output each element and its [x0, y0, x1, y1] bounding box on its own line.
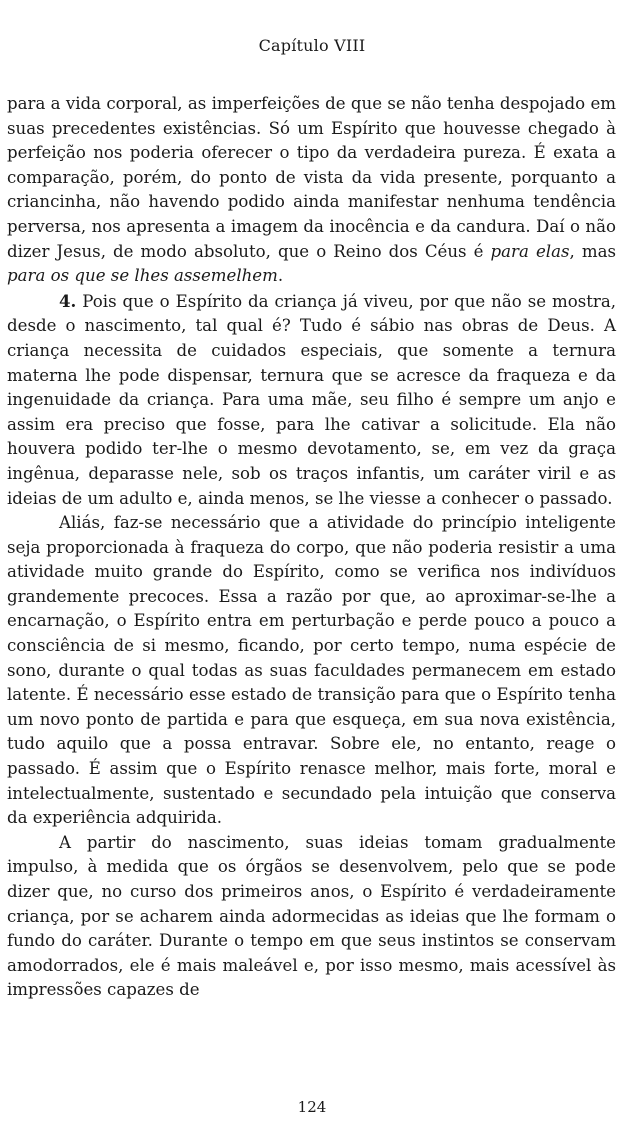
- page-number: 124: [297, 1098, 327, 1116]
- chapter-header: Capítulo VIII: [258, 36, 366, 55]
- paragraph: A partir do nascimento, suas ideias tomam gradualmente impulso, à medida que os órgãos se desenvolvem, pelo que se pode dizer que, no curso dos primeiros anos, o Espírito é verdadeiramente criança, por se acharem ainda adormecidas as ideias que lhe formam o fundo do caráter. Durante o tempo em que seus instintos se conservam amodorrados, ele é mais maleável e, por isso mesmo, mais acessível às impressões capazes de: [7, 832, 616, 1000]
- section-number: 4.: [59, 290, 77, 311]
- italic-phrase: para elas: [490, 241, 570, 261]
- paragraph-continuation: [7, 92, 616, 289]
- paragraph-text: , mas: [569, 241, 616, 261]
- body-text: [7, 92, 616, 1003]
- paragraph-text: .: [277, 266, 284, 286]
- paragraph: Aliás, faz-se necessário que a atividade do princípio inteligente seja proporcionada à fraqueza do corpo, que não poderia resistir a uma atividade muito grande do Espírito, como se verifica nos indivíduos grandemente precoces. Essa a razão por que, ao aproximar-se-lhe a encarnação, o Espírito entra em perturbação e perde pouco a pouco a consciência de si mesmo, ficando, por certo tempo, numa espécie de sono, durante o qual todas as suas faculdades permanecem em estado latente. É necessário esse estado de transição para que o Espírito tenha um novo ponto de partida e para que esqueça, em sua nova existência, tudo aquilo que a possa entravar. Sobre ele, no entanto, reage o passado. É assim que o Espírito renasce melhor, mais forte, moral e intelectualmente, sustentado e secundado pela intuição que conserva da experiência adquirida.: [7, 513, 616, 828]
- paragraph-text: Pois que o Espírito da criança já viveu, por que não se mostra, desde o nascimento, tal qual é? Tudo é sábio nas obras de Deus. A criança necessita de cuidados especiais, que somente a ternura materna lhe pode dispensar, ternura que se acresce da fraqueza e da ingenuidade da criança. Para uma mãe, seu filho é sempre um anjo e assim era preciso que fosse, para lhe cativar a solicitude. Ela não houvera podido ter-lhe o mesmo devotamento, se, em vez da graça ingênua, deparasse nele, sob os traços infantis, um caráter viril e as ideias de um adulto e, ainda menos, se lhe viesse a conhecer o passado.: [7, 291, 616, 508]
- italic-phrase: para os que se lhes assemelhem: [7, 266, 278, 286]
- paragraph-text: para a vida corporal, as imperfeições de que se não tenha despojado em suas precedentes existências. Só um Espírito que houvesse chegado à perfeição nos poderia oferecer o tipo da verdadeira pureza. É exata a comparação, porém, do ponto de vista da vida presente, porquanto a criancinha, não havendo podido ainda manifestar nenhuma tendência perversa, nos apresenta a imagem da inocência e da candura. Daí o não dizer Jesus, de modo absoluto, que o Reino dos Céus é: [7, 94, 616, 261]
- paragraph-4: [7, 289, 616, 511]
